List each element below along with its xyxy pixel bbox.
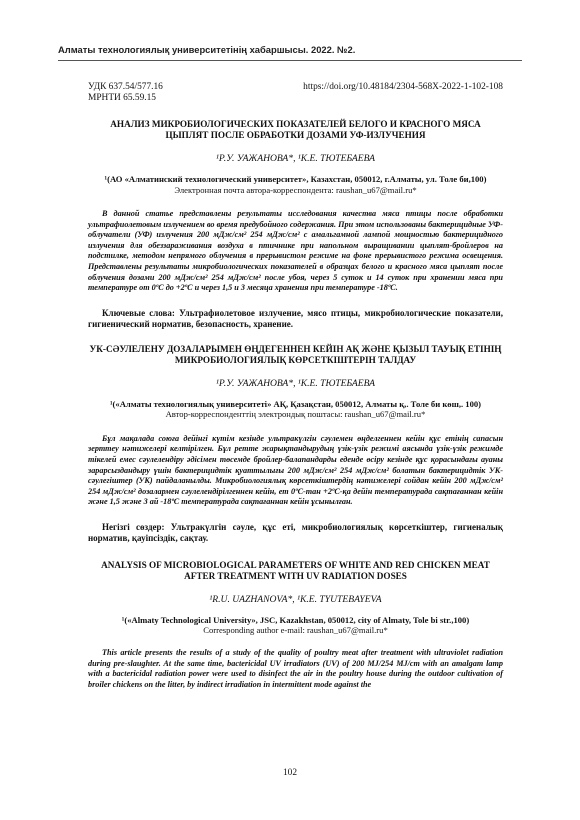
abstract-en: This article presents the results of a study of the quality of poultry meat after treatment with ultraviolet radiation during pre-slaughter. At the same time, bactericidal UV irradiators (UV) of 200 MJ/254 MJ/cm with an amalgam lamp with a bactericidal radiation power were used to disinfect the air in the poultry house during the outdoor cultivation of broiler chickens on the litter, by indirect irradiation in intermittent mode against the — [88, 647, 503, 689]
authors-en: ¹R.U. UAZHANOVA*, ¹K.E. TYUTEBAYEVA — [209, 593, 382, 605]
article-title-ru: АНАЛИЗ МИКРОБИОЛОГИЧЕСКИХ ПОКАЗАТЕЛЕЙ БЕЛОГО И КРАСНОГО МЯСА ЦЫПЛЯТ ПОСЛЕ ОБРАБОТКИ ДОЗАМИ УФ-ИЗЛУЧЕНИЯ — [110, 119, 481, 140]
authors-kz: ¹Р.У. УАЖАНОВА*, ¹К.Е. ТЮТЕБАЕВА — [216, 377, 375, 389]
email-kz: Автор-корреспонденттің электрондық поштасы: raushan_u67@mail.ru* — [165, 409, 426, 420]
keywords-ru: Ключевые слова: Ультрафиолетовое излучение, мясо птицы, микробиологические показатели, гигиенический норматив, безопасность, хранение. — [88, 307, 503, 329]
article-title-kz: УК-СӘУЛЕЛЕНУ ДОЗАЛАРЫМЕН ӨҢДЕГЕННЕН КЕЙІН АҚ ЖӘНЕ ҚЫЗЫЛ ТАУЫҚ ЕТІНІҢ МИКРОБИОЛОГИЯЛЫҚ КӨРСЕТКІШТЕРІН ТАЛДАУ — [89, 343, 502, 365]
mrnti-code: МРНТИ 65.59.15 — [88, 93, 156, 103]
article-title-en: ANALYSIS OF MICROBIOLOGICAL PARAMETERS OF WHITE AND RED CHICKEN MEAT AFTER TREATMENT WITH UV RADIATION DOSES — [101, 559, 490, 581]
affiliation-ru: ¹(АО «Алматинский технологический университет», Казахстан, 050012, г.Алматы, ул. Толе би,100) — [104, 174, 487, 184]
abstract-kz: Бұл мақалада союға дейінгі күтім кезінде ультракүлгін сәулемен өңделгеннен кейін құс етінің сапасын зерттеу нәтижелері келтірілген. Бұл ретте жарықтандырудың үзік-үзік режимі аясында үзік-үзік режимде тікелей емес сәулелендіру әдісімен төсемде бройлер-балапандарды еденде өсіру кезінде құс қорасындағы ауаны зарарсыздандыру үшін бактерицидтік қуаттылығы 200 мДж/см² 254 мДж/см² болатын бактерицидтік УК-сәулегіштер (УК) пайдаланылды. Микробиологиялық көрсеткіштердің нәтижелері сойдан кейін 200 мДж/см² 254 мДж/см² дозалармен сәулелендірілгеннен кейін, ет 0ºС-тан +2ºС-қа дейін температурада сақтағаннан кейін және 1,5 және 3 ай -18ºС температурада сақтағаннан кейін ұсынылған. — [88, 433, 503, 507]
affiliation-kz: ¹(«Алматы технологиялық университеті» АҚ, Қазақстан, 050012, Алматы қ,. Толе би көш,. 100) — [109, 398, 482, 409]
keywords-kz: Негізгі сөздер: Ультракүлгін сәуле, құс еті, микробиологиялық көрсеткіштер, гигиеналық норматив, қауіпсіздік, сақтау. — [88, 521, 503, 543]
header-divider — [58, 60, 522, 61]
affiliation-en: ¹(«Almaty Technological University», JSC, Kazakhstan, 050012, city of Almaty, Tole bi str.,100) — [121, 614, 470, 625]
authors-ru: ¹Р.У. УАЖАНОВА*, ¹К.Е. ТЮТЕБАЕВА — [216, 153, 375, 164]
email-en: Corresponding author e-mail: raushan_u67@mail.ru* — [203, 625, 388, 636]
doi-link[interactable]: https://doi.org/10.48184/2304-568X-2022-1-102-108 — [303, 82, 503, 92]
article-content — [88, 82, 503, 690]
section-russian — [88, 119, 503, 330]
section-english — [88, 560, 503, 690]
email-ru: Электронная почта автора-корреспондента: raushan_u67@mail.ru* — [174, 184, 417, 195]
page-number: 102 — [282, 768, 298, 778]
abstract-ru: В данной статье представлены результаты исследования качества мяса птицы после обработки ультрафиолетовым излучением во время предубойного содержания. При этом использованы бактерицидные УФ-облучатели (УФ) излучения 200 мДж/см² 254 мДж/см² с амальгамной лампой мощностью бактерицидного излучения для обеззараживания воздуха в птичнике при напольном выращивании цыплят-бройлеров на подстилке, методом непрямого облучения в прерывистом режиме на фоне прерывистого режима освещения. Представлены результаты микробиологических показателей в образцах белого и красного мяса цыплят после облучения дозами 200 мДж/см² 254 мДж/см² после убоя, через 5 суток и 14 суток при хранении мяса при температуре от 0ºС до +2ºС и через 1,5 и 3 месяца хранения при температуре -18ºС. — [88, 209, 503, 293]
meta-row — [88, 82, 503, 104]
journal-header: Алматы технологиялық университетінің хабаршысы. 2022. №2. — [58, 44, 356, 55]
udc-code: УДК 637.54/577.16 — [88, 82, 163, 92]
section-kazakh — [88, 344, 503, 544]
classification-codes — [88, 82, 163, 104]
